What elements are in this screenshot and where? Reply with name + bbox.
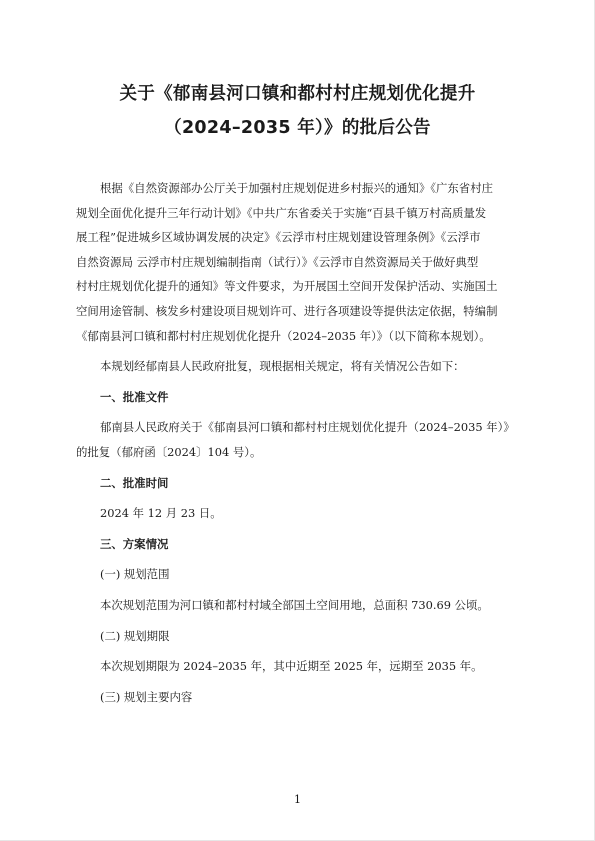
intro-line: 自然资源局 云浮市村庄规划编制指南（试行）》《云浮市自然资源局关于做好典型 [76,254,479,269]
intro-line: 空间用途管制、核发乡村建设项目规划许可、进行各项建设等提供法定依据，特编制 [76,303,498,318]
intro-line: 《郁南县河口镇和都村村庄规划优化提升（2024–2035 年）》（以下简称本规划）。 [76,328,491,343]
approval-document-line: 的批复（郁府函〔2024〕104 号）。 [76,444,262,459]
intro-line: 展工程”促进城乡区域协调发展的决定》《云浮市村庄规划建设管理条例》《云浮市 [76,230,481,245]
section-heading-plan-details: 三、方案情况 [100,536,169,551]
scope-text: 本次规划范围为河口镇和都村村域全部国土空间用地，总面积 730.69 公顷。 [100,597,489,612]
subsection-heading-scope: (一) 规划范围 [100,567,170,582]
subsection-heading-period: (二) 规划期限 [100,628,170,643]
section-heading-approval-document: 一、批准文件 [100,389,169,404]
intro-paragraph [76,176,523,348]
page-number: 1 [294,793,301,806]
period-text: 本次规划期限为 2024–2035 年，其中近期至 2025 年，远期至 2035 年。 [100,659,483,674]
subsection-heading-main-content: (三) 规划主要内容 [100,689,193,704]
document-title-line-2: （2024–2035 年）》的批后公告 [164,118,431,138]
approval-statement: 本规划经郁南县人民政府批复，现根据相关规定，将有关情况公告如下： [100,359,465,374]
approval-document-line: 郁南县人民政府关于《郁南县河口镇和都村村庄规划优化提升（2024–2035 年）》 [100,420,515,435]
approval-document-paragraph [76,415,523,464]
document-body [76,176,523,715]
intro-line: 规划全面优化提升三年行动计划》《中共广东省委关于实施“百县千镇万村高质量发 [76,205,487,220]
intro-line: 村村庄规划优化提升的通知》等文件要求，为开展国土空间开发保护活动、实施国土 [76,279,498,294]
approval-date-text: 2024 年 12 月 23 日。 [100,506,222,521]
intro-line: 根据《自然资源部办公厅关于加强村庄规划促进乡村振兴的通知》《广东省村庄 [100,181,493,195]
section-heading-approval-date: 二、批准时间 [100,475,169,490]
document-title-line-1: 关于《郁南县河口镇和都村村庄规划优化提升 [119,84,476,104]
